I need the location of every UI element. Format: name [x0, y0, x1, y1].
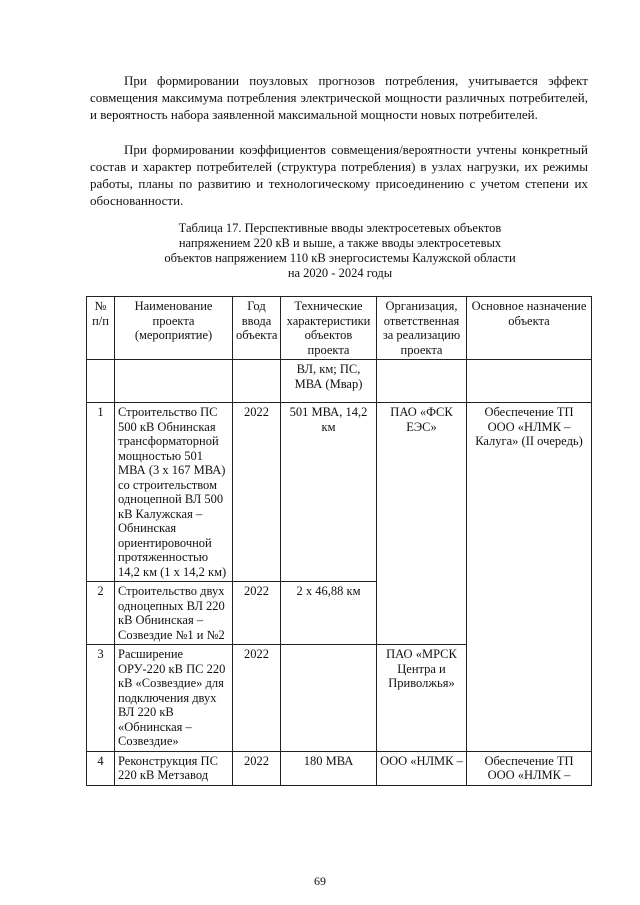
row-1-org: ПАО «ФСК ЕЭС»: [377, 403, 467, 645]
table-row: [87, 751, 592, 785]
projects-table: [86, 296, 592, 786]
row-3-num: 3: [87, 645, 115, 752]
row-3-name: Расширение ОРУ-220 кВ ПС 220 кВ «Созвездие» для подключения двух ВЛ 220 кВ «Обнинская – Созвездие»: [115, 645, 233, 752]
table-caption: [140, 221, 540, 281]
table-row: [87, 403, 592, 582]
row-1-num: 1: [87, 403, 115, 582]
header-org: Организация, ответственная за реализацию проекта: [377, 297, 467, 360]
units-row: [87, 360, 592, 403]
row-2-name: Строительство двух одноцепных ВЛ 220 кВ Обнинская – Созвездие №1 и №2: [115, 582, 233, 645]
page-number: 69: [314, 874, 326, 888]
header-row: [87, 297, 592, 360]
header-num: № п/п: [87, 297, 115, 360]
header-tech: Технические характеристики объектов проекта: [281, 297, 377, 360]
row-2-num: 2: [87, 582, 115, 645]
row-2-tech: 2 х 46,88 км: [281, 582, 377, 645]
row-3-year: 2022: [233, 645, 281, 752]
caption-line-4: на 2020 - 2024 годы: [287, 266, 393, 280]
caption-line-1: Таблица 17. Перспективные вводы электросетевых объектов: [178, 221, 502, 235]
caption-line-2: напряжением 220 кВ и выше, а также вводы электросетевых: [178, 236, 502, 250]
row-4-name: Реконструкция ПС 220 кВ Метзавод: [115, 751, 233, 785]
row-1-purpose: Обеспечение ТП ООО «НЛМК – Калуга» (II очередь): [467, 403, 592, 752]
intro-paragraph-1: При формировании поузловых прогнозов потребления, учитывается эффект совмещения максимума потребления электрической мощности различных потребителей, и вероятность набора заявленной максимальной мощности новых потребителей.: [90, 73, 588, 122]
header-name: Наименование проекта (мероприятие): [115, 297, 233, 360]
row-4-tech: 180 МВА: [281, 751, 377, 785]
row-4-purpose: Обеспечение ТП ООО «НЛМК –: [467, 751, 592, 785]
row-1-tech: 501 МВА, 14,2 км: [281, 403, 377, 582]
row-2-year: 2022: [233, 582, 281, 645]
header-tech-units: ВЛ, км; ПС, МВА (Мвар): [281, 360, 377, 403]
row-1-name: Строительство ПС 500 кВ Обнинская трансформаторной мощностью 501 МВА (3 х 167 МВА) со строительством одноцепной ВЛ 500 кВ Калужская – Обнинская ориентировочной протяженностью 14,2 км (1 х 14,2 км): [115, 403, 233, 582]
intro-paragraph-2: При формировании коэффициентов совмещения/вероятности учтены конкретный состав и характер потребителей (структура потребления) в узлах нагрузки, их режимы работы, планы по развитию и технологическому присоединению с учетом степени их обоснованности.: [90, 142, 588, 208]
caption-line-3: объектов напряжением 110 кВ энергосистемы Калужской области: [164, 251, 516, 265]
row-1-year: 2022: [233, 403, 281, 582]
row-4-org: ООО «НЛМК –: [377, 751, 467, 785]
row-3-org: ПАО «МРСК Центра и Приволжья»: [377, 645, 467, 752]
row-3-tech: [281, 645, 377, 752]
row-4-year: 2022: [233, 751, 281, 785]
header-year: Год ввода объекта: [233, 297, 281, 360]
header-purpose: Основное назначение объекта: [467, 297, 592, 360]
row-4-num: 4: [87, 751, 115, 785]
